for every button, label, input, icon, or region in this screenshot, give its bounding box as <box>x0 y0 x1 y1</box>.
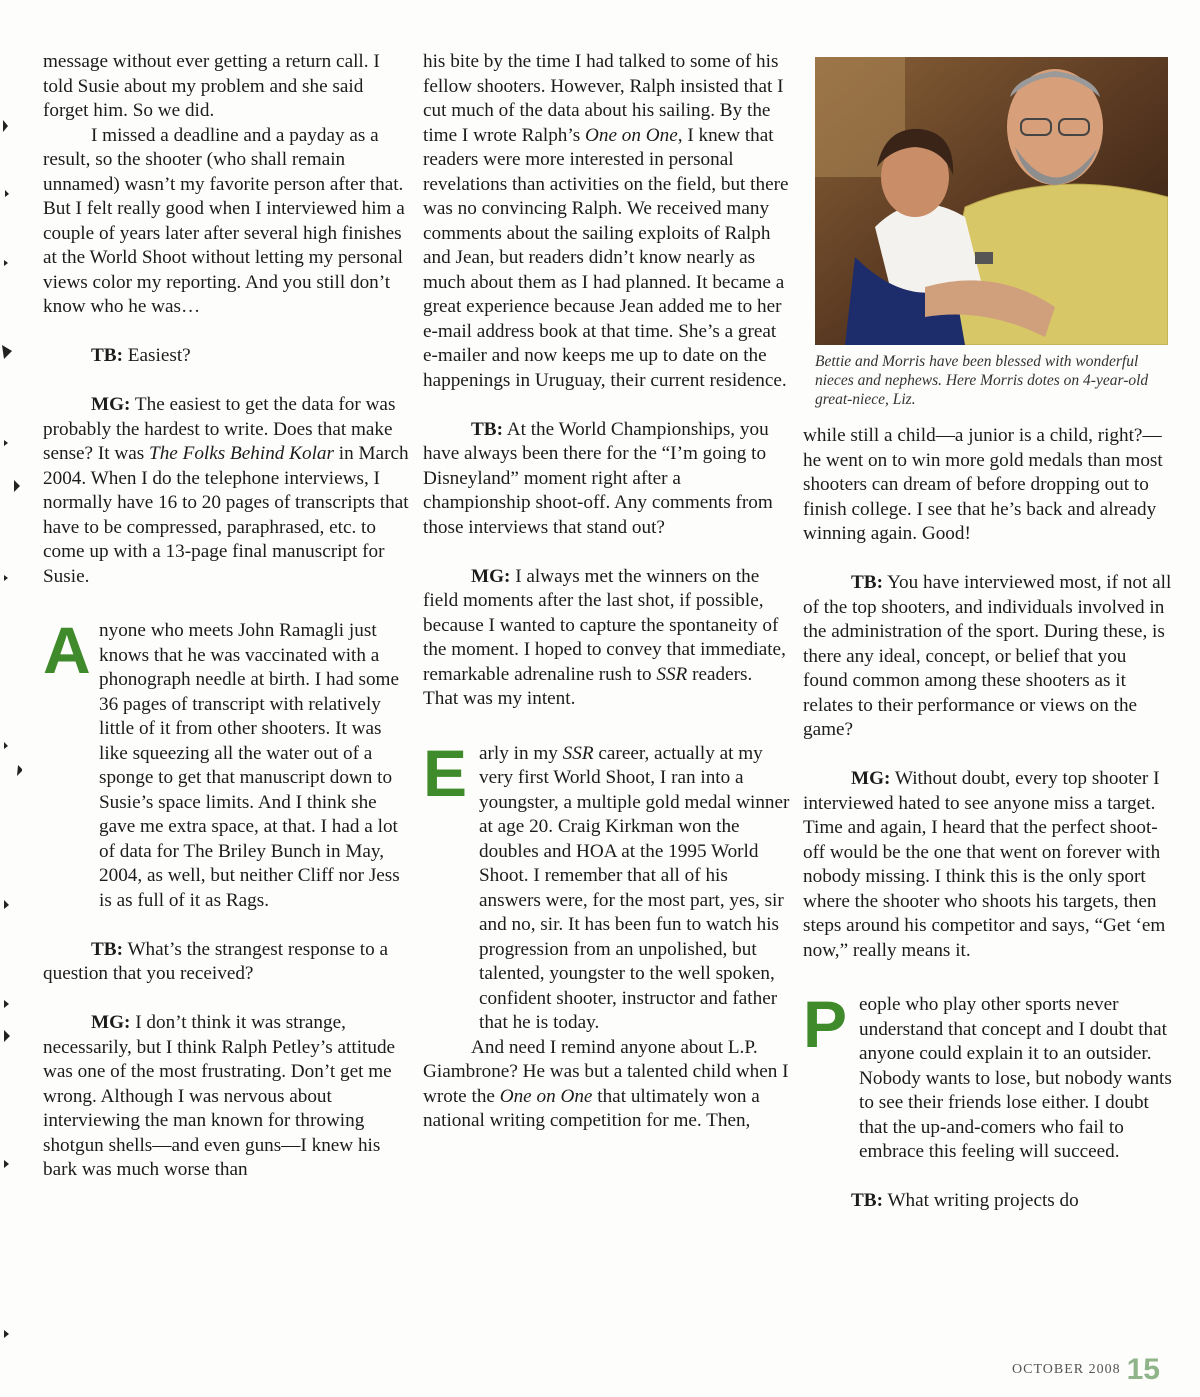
answer <box>803 767 1173 963</box>
question <box>43 344 411 369</box>
question <box>423 418 791 541</box>
photo-illustration <box>815 57 1168 345</box>
paragraph: while still a child—a junior is a child, right?—he went on to win more gold medals than most shooters can dream of before dropping out to finish college. I see that he’s back and already winning again. Good! <box>803 425 1163 544</box>
answer-text: Without doubt, every top shooter I interviewed hated to see anyone miss a target. Time and again, I heard that the perfect shoot-off would be the one that went on forever with nobody missing. I think this is the only sport where the shooter who shoots his targets, then steps around his competitor and says, “Get ‘em now,” really means it. <box>803 768 1166 961</box>
paragraph-text: , I knew that readers were more interested in personal revelations than activities on the field, but there was no convincing Ralph. We received many comments about the sailing exploits of Ralph and Jean, but readers didn’t know nearly as much about them as I had planned. It became a great experience because Jean added me to her e-mail address book at that time. She’s a great e-mailer and now keeps me up to date on the happenings in Uruguay, their current residence. <box>423 124 789 391</box>
answer <box>43 1011 411 1183</box>
speaker-label: TB: <box>851 1190 883 1211</box>
drop-cap: E <box>423 735 468 810</box>
page-number: 15 <box>1126 1353 1160 1386</box>
question-text: Easiest? <box>123 345 191 366</box>
drop-cap: A <box>43 613 91 687</box>
photo-morris-and-liz <box>815 57 1168 345</box>
answer-text: The easiest to get the data for was probably the hardest to write. Does that make sense? It was <box>43 394 396 464</box>
article-column-1 <box>43 50 411 1183</box>
paragraph-text: And need I remind anyone about L.P. Giambrone? He was but a talented child when I wrote the <box>423 1036 789 1107</box>
dropcap-paragraph <box>423 735 791 1036</box>
paragraph-text: arly in my <box>479 742 563 764</box>
drop-cap: P <box>803 987 848 1061</box>
paragraph: I missed a deadline and a payday as a result, so the shooter (who shall remain unnamed) wasn’t my favorite person after that. But I felt really good when I interviewed him a couple of years later after several high finishes at the World Shoot without letting my personal views color my reporting. And you still don’t know who he was… <box>43 124 405 317</box>
speaker-label: TB: <box>471 418 503 440</box>
speaker-label: MG: <box>91 1012 131 1033</box>
question-text: At the World Championships, you have always been there for the “I’m going to Disneyland” moment right after a championship shoot-off. Any comments from those interviews that stand out? <box>423 418 773 538</box>
binding-edge <box>0 0 22 1397</box>
article-title: One on One <box>499 1085 593 1107</box>
photo-caption: Bettie and Morris have been blessed with wonderful nieces and nephews. Here Morris dotes on 4-year-old great-niece, Liz. <box>815 353 1149 408</box>
article-title: The Folks Behind Kolar <box>149 443 334 464</box>
speaker-label: TB: <box>91 345 123 366</box>
paragraph-text: that ultimately won a national writing competition for me. Then, <box>423 1085 760 1131</box>
question-text: What’s the strangest response to a question that you received? <box>43 938 389 984</box>
question <box>803 571 1173 743</box>
answer-text: in March 2004. When I do the telephone interviews, I normally have 16 to 20 pages of transcripts that have to be compressed, paraphrased, etc. to come up with a 13-page final manuscript for Susie. <box>43 443 409 587</box>
paragraph-text: career, actually at my very first World Shoot, I ran into a youngster, a multiple gold medal winner at age 20. Craig Kirkman won the doubles and HOA at the 1995 World Shoot. I remember that all of his answers were, for the most part, yes, sir and no, sir. It has been fun to watch his progression from an unpolished, but talented, youngster to the well spoken, confident shooter, instructor and father that he is today. <box>479 742 790 1033</box>
issue-date: OCTOBER 2008 <box>1012 1362 1121 1377</box>
dropcap-paragraph <box>43 613 411 913</box>
question <box>803 1189 1173 1214</box>
magazine-name: SSR <box>656 663 688 685</box>
speaker-label: TB: <box>91 938 123 960</box>
paragraph: message without ever getting a return call. I told Susie about my problem and she said forget him. So we did. <box>43 51 380 121</box>
magazine-name: SSR <box>562 742 594 764</box>
dropcap-paragraph <box>803 987 1173 1165</box>
speaker-label: MG: <box>91 394 131 415</box>
answer-text: I don’t think it was strange, necessarily, but I think Ralph Petley’s attitude was one of the most frustrating. Don’t get me wrong. Although I was nervous about interviewing the man known for throwing shotgun shells—and even guns—I knew his bark was much worse than <box>43 1012 396 1180</box>
answer-text: I always met the winners on the field moments after the last shot, if possible, because I wanted to capture the spontaneity of the moment. I hoped to convey that immediate, remarkable adrenaline rush to <box>423 565 786 685</box>
speaker-label: MG: <box>851 768 891 789</box>
question-text: What writing projects do <box>883 1190 1079 1211</box>
answer <box>423 565 791 712</box>
question-text: You have interviewed most, if not all of the top shooters, and individuals involved in the administration of the sport. During these, is there any ideal, concept, or belief that you found common among these shooters as it relates to their performance or views on the game? <box>803 572 1172 740</box>
article-title: One on One <box>585 124 678 146</box>
answer <box>43 393 411 589</box>
article-column-3 <box>803 424 1173 1214</box>
paragraph-text: eople who play other sports never understand that concept and I doubt that anyone could explain it to an outsider. Nobody wants to lose, but nobody wants to see their friends lose either. I doubt that the up-and-comers who fail to embrace this feeling will succeed. <box>859 994 1172 1162</box>
speaker-label: MG: <box>471 565 511 587</box>
paragraph <box>423 1036 791 1134</box>
page-footer <box>1012 1353 1160 1387</box>
answer-text: readers. That was my intent. <box>423 663 753 709</box>
article-column-2 <box>423 50 791 1134</box>
paragraph-text: his bite by the time I had talked to some of his fellow shooters. However, Ralph insisted that I cut much of the data about his sailing. By the time I wrote Ralph’s <box>423 51 784 146</box>
question <box>43 938 411 987</box>
paragraph-text: nyone who meets John Ramagli just knows that he was vaccinated with a phonograph needle at birth. I had some 36 pages of transcript with relatively little of it from other shooters. It was like squeezing all the water out of a sponge to get that manuscript down to Susie’s space limits. And I think she gave me extra space, at that. I had a lot of data for The Briley Bunch in May, 2004, as well, but neither Cliff nor Jess is as full of it as Rags. <box>99 620 400 911</box>
paragraph <box>423 50 791 393</box>
speaker-label: TB: <box>851 572 883 593</box>
